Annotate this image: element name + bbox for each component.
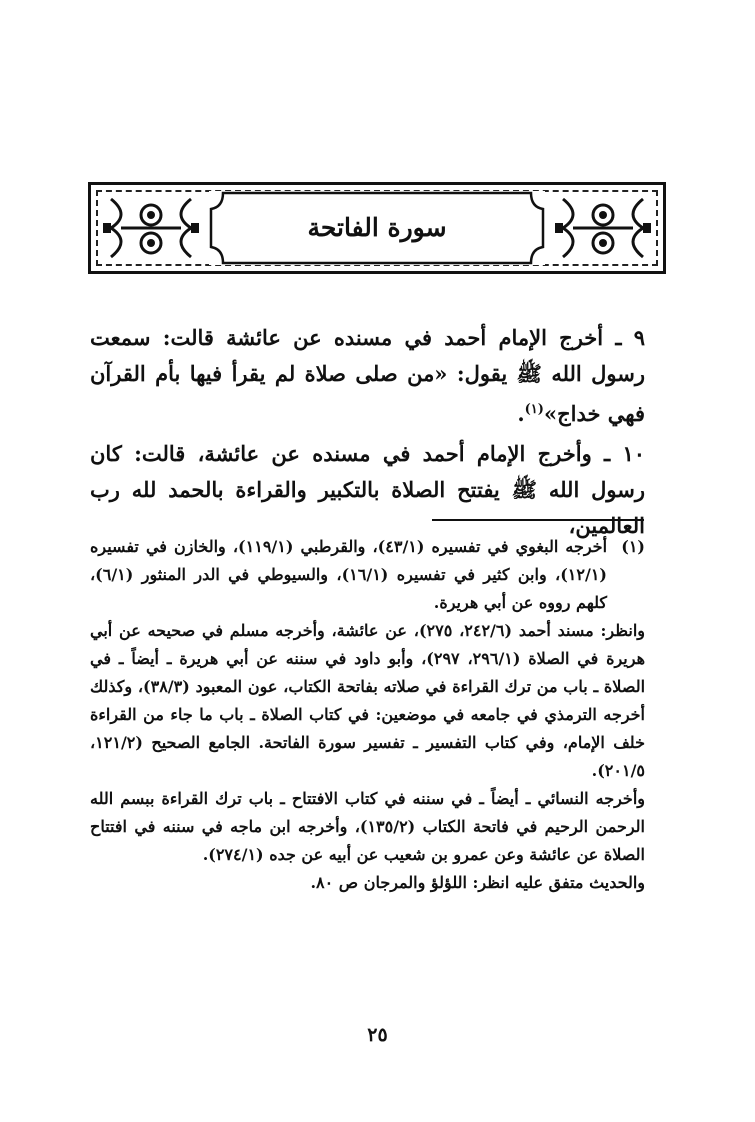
footnotes [90,533,645,897]
footnote-paragraph: وأخرجه النسائي ـ أيضاً ـ في سننه في كتاب الافتتاح ـ باب ترك القراءة ببسم الله الرحمن الرحيم في فاتحة الكتاب (١٣٥/٢)، وأخرجه ابن ماجه في سننه في افتتاح الصلاة عن عائشة وعن عمرو بن شعيب عن أبيه عن جده (٢٧٤/١). [90,789,645,864]
paragraph-9 [90,320,645,432]
arabesque-ornament-right [543,185,663,271]
footnote-1 [90,533,645,617]
chapter-title: سورة الفاتحة [307,213,447,242]
main-text [90,320,645,544]
footnote-number: (١) [621,537,645,556]
paragraph-10: ١٠ ـ وأخرج الإمام أحمد في مسنده عن عائشة، قالت: كان رسول الله ﷺ يفتتح الصلاة بالتكبير والقراءة بالحمد لله رب العالمين، [90,441,645,538]
footnote-paragraph: أخرجه البغوي في تفسيره (٤٣/١)، والقرطبي (١١٩/١)، والخازن في تفسيره (١٢/١)، وابن كثير في تفسيره (١٦/١)، والسيوطي في الدر المنثور (٦/١)، كلهم رووه عن أبي هريرة. [90,537,608,612]
footnote-paragraph: والحديث متفق عليه انظر: اللؤلؤ والمرجان ص ٨٠. [310,873,645,892]
footnote-reference: (١) [524,402,544,417]
title-cartouche [209,191,545,265]
paragraph-9-text: ٩ ـ أخرج الإمام أحمد في مسنده عن عائشة قالت: سمعت رسول الله ﷺ يقول: «من صلى صلاة لم يقرأ فيها بأم القرآن فهي خداج» [90,325,645,426]
chapter-header-frame [88,182,666,274]
footnote-separator [432,519,644,521]
footnote-paragraph: وانظر: مسند أحمد (٢٤٢/٦، ٢٧٥)، عن عائشة، وأخرجه مسلم في صحيحه عن أبي هريرة في الصلاة (٢٩٦/١، ٢٩٧)، وأبو داود في سننه عن أبي هريرة ـ أيضاً ـ في الصلاة ـ باب من ترك القراءة في صلاته بفاتحة الكتاب، عون المعبود (٣٨/٣)، وكذلك أخرجه الترمذي في جامعه في موضعين: في كتاب الصلاة ـ باب ما جاء من القراءة خلف الإمام، وفي كتاب التفسير ـ تفسير سورة الفاتحة. الجامع الصحيح (١٢١/٢، ٢٠١/٥). [90,621,646,780]
arabesque-ornament-left [91,185,211,271]
paragraph-9-end: . [517,401,525,426]
page-number: ٢٥ [367,1024,388,1046]
